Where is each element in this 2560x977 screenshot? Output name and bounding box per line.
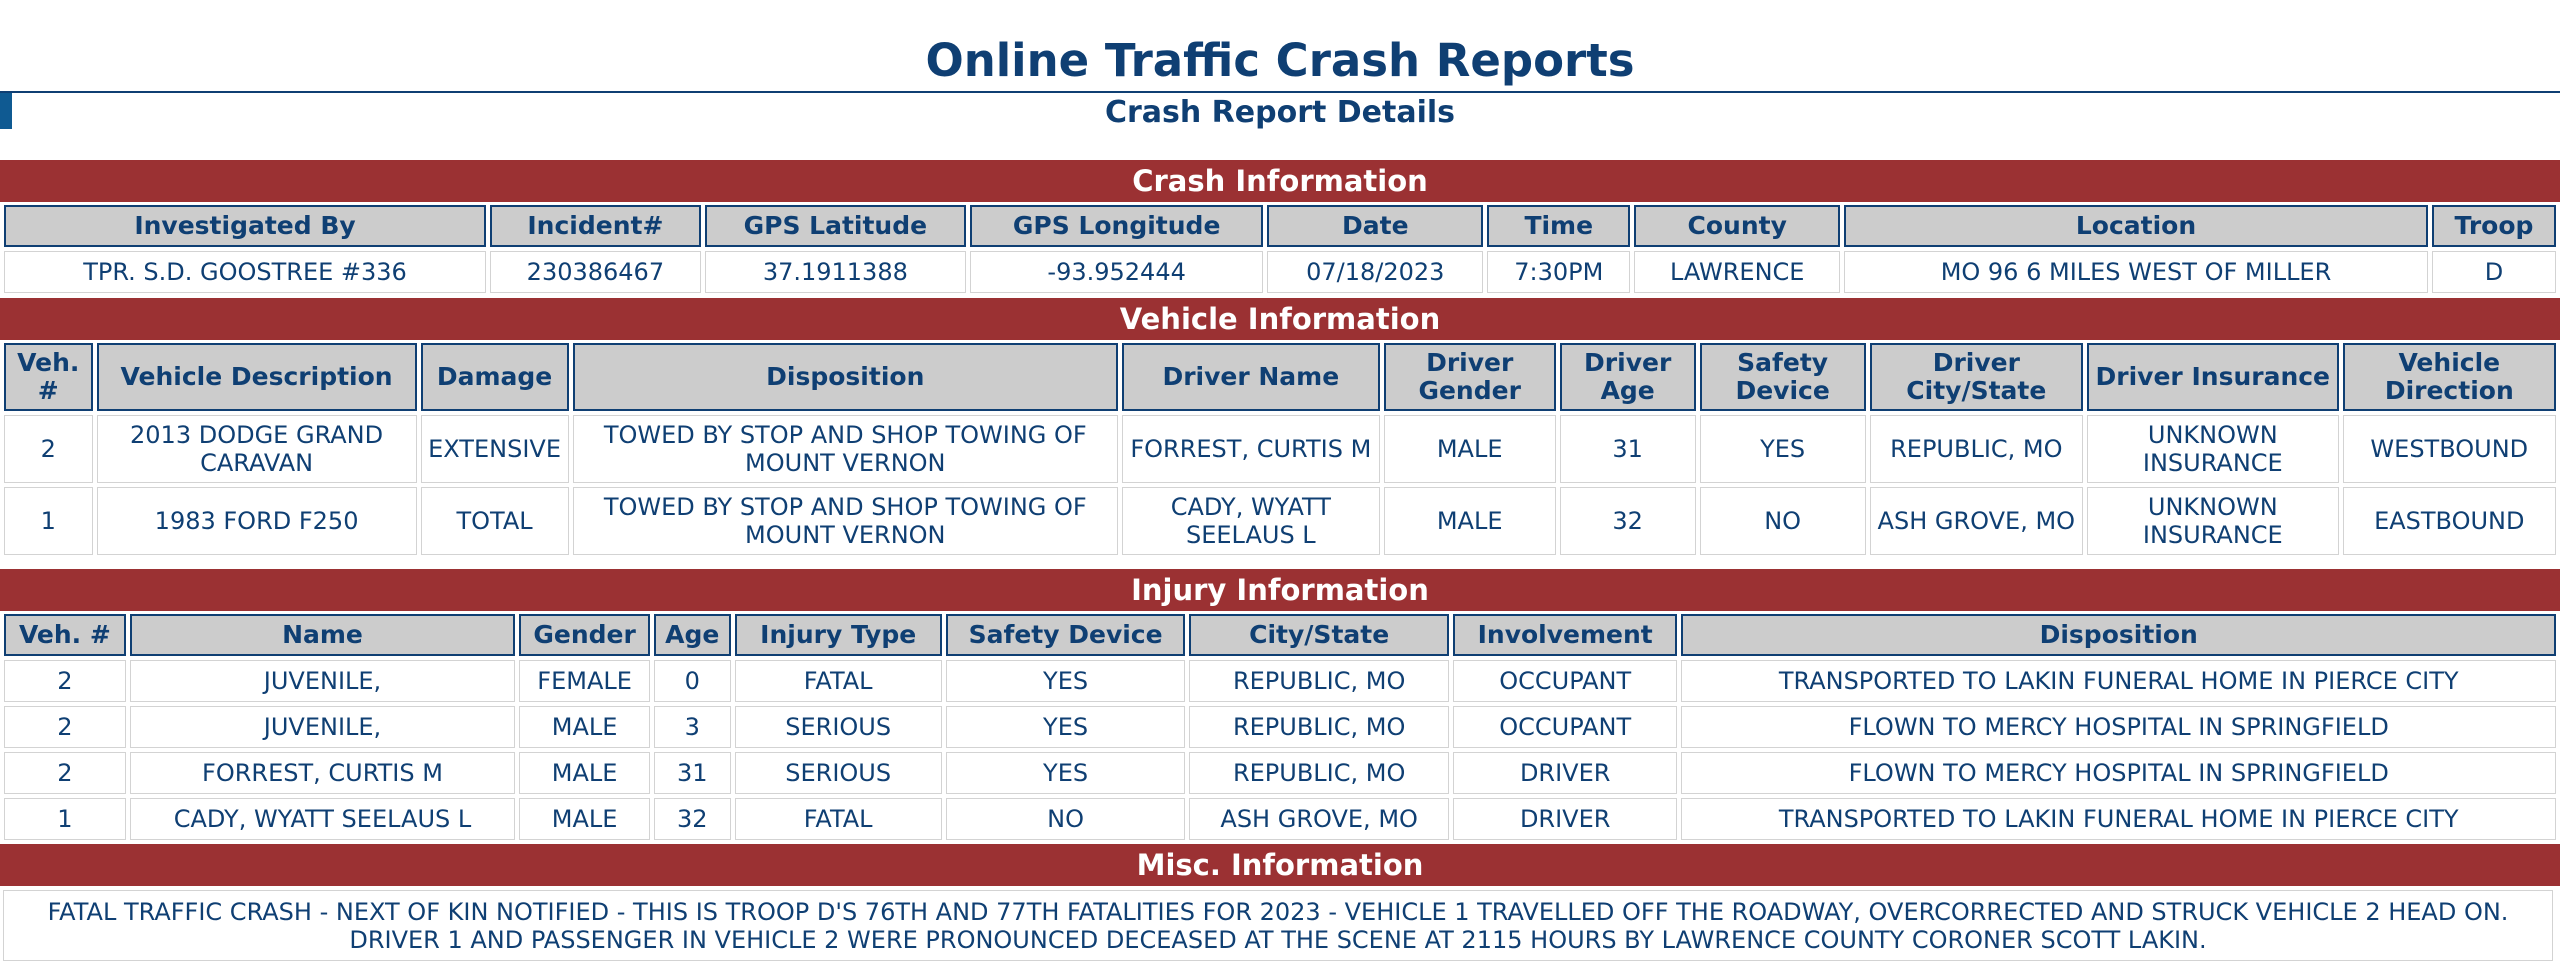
table-cell: REPUBLIC, MO — [1189, 660, 1449, 702]
table-cell: SERIOUS — [735, 752, 942, 794]
table-cell: FLOWN TO MERCY HOSPITAL IN SPRINGFIELD — [1681, 752, 2556, 794]
table-cell: EXTENSIVE — [421, 415, 569, 483]
table-cell: NO — [946, 798, 1186, 840]
table-cell: JUVENILE, — [130, 706, 515, 748]
table-cell: JUVENILE, — [130, 660, 515, 702]
table-cell: 31 — [654, 752, 730, 794]
table-cell: FLOWN TO MERCY HOSPITAL IN SPRINGFIELD — [1681, 706, 2556, 748]
table-cell: MALE — [519, 752, 650, 794]
table-cell: 1 — [4, 487, 93, 555]
misc-section-header: Misc. Information — [0, 844, 2560, 886]
table-cell: FATAL — [735, 798, 942, 840]
column-header: Date — [1267, 205, 1483, 247]
table-cell: MALE — [519, 798, 650, 840]
table-cell: 2 — [4, 752, 126, 794]
table-cell: 1983 FORD F250 — [97, 487, 417, 555]
table-cell: 1 — [4, 798, 126, 840]
table-cell: REPUBLIC, MO — [1189, 752, 1449, 794]
injury-row — [4, 752, 2556, 794]
table-cell: 2013 DODGE GRAND CARAVAN — [97, 415, 417, 483]
column-header: Damage — [421, 343, 569, 411]
table-cell: LAWRENCE — [1634, 251, 1840, 293]
table-cell: WESTBOUND — [2343, 415, 2556, 483]
table-cell: 0 — [654, 660, 730, 702]
table-cell: 32 — [1560, 487, 1696, 555]
table-cell: EASTBOUND — [2343, 487, 2556, 555]
table-cell: -93.952444 — [970, 251, 1263, 293]
injury-section-header: Injury Information — [0, 569, 2560, 611]
misc-narrative: FATAL TRAFFIC CRASH - NEXT OF KIN NOTIFIED - THIS IS TROOP D'S 76TH AND 77TH FATALITIES FOR 2023 - VEHICLE 1 TRAVELLED OFF THE ROADWAY, OVERCORRECTED AND STRUCK VEHICLE 2 HEAD ON. DRIVER 1 AND PASSENGER IN VEHICLE 2 WERE PRONOUNCED DECEASED AT THE SCENE AT 2115 HOURS BY LAWRENCE COUNTY CORONER SCOTT LAKIN. — [3, 890, 2553, 961]
table-cell: CADY, WYATT SEELAUS L — [130, 798, 515, 840]
column-header: Injury Type — [735, 614, 942, 656]
injury-row — [4, 706, 2556, 748]
column-header: Name — [130, 614, 515, 656]
table-cell: MALE — [519, 706, 650, 748]
table-cell: UNKNOWN INSURANCE — [2087, 415, 2339, 483]
table-cell: YES — [946, 660, 1186, 702]
table-cell: UNKNOWN INSURANCE — [2087, 487, 2339, 555]
column-header: GPS Latitude — [705, 205, 966, 247]
column-header: City/State — [1189, 614, 1449, 656]
table-cell: TRANSPORTED TO LAKIN FUNERAL HOME IN PIERCE CITY — [1681, 660, 2556, 702]
vehicle-row — [4, 487, 2556, 555]
table-cell: FORREST, CURTIS M — [130, 752, 515, 794]
column-header: Veh. # — [4, 614, 126, 656]
injury-row — [4, 660, 2556, 702]
vehicle-table — [0, 339, 2560, 559]
table-cell: ASH GROVE, MO — [1189, 798, 1449, 840]
table-cell: 37.1911388 — [705, 251, 966, 293]
table-cell: 2 — [4, 660, 126, 702]
table-cell: 7:30PM — [1487, 251, 1630, 293]
vehicle-row — [4, 415, 2556, 483]
title-divider — [0, 91, 2560, 93]
column-header: Safety Device — [1700, 343, 1866, 411]
column-header: Driver Insurance — [2087, 343, 2339, 411]
table-cell: FATAL — [735, 660, 942, 702]
table-cell: 2 — [4, 415, 93, 483]
column-header: Driver Age — [1560, 343, 1696, 411]
page-subtitle: Crash Report Details — [1104, 95, 1456, 130]
table-cell: TOWED BY STOP AND SHOP TOWING OF MOUNT VERNON — [573, 415, 1118, 483]
injury-table — [0, 610, 2560, 844]
injury-header-row — [4, 614, 2556, 656]
column-header: Veh. # — [4, 343, 93, 411]
table-cell: 3 — [654, 706, 730, 748]
vehicle-header-row — [4, 343, 2556, 411]
column-header: Investigated By — [4, 205, 486, 247]
table-cell: 2 — [4, 706, 126, 748]
column-header: Time — [1487, 205, 1630, 247]
column-header: Disposition — [573, 343, 1118, 411]
table-cell: TOTAL — [421, 487, 569, 555]
column-header: Vehicle Direction — [2343, 343, 2556, 411]
table-cell: YES — [946, 706, 1186, 748]
table-cell: OCCUPANT — [1453, 660, 1677, 702]
column-header: Driver Gender — [1384, 343, 1556, 411]
table-cell: DRIVER — [1453, 798, 1677, 840]
column-header: Age — [654, 614, 730, 656]
column-header: Gender — [519, 614, 650, 656]
table-cell: ASH GROVE, MO — [1870, 487, 2083, 555]
column-header: Driver City/State — [1870, 343, 2083, 411]
table-cell: OCCUPANT — [1453, 706, 1677, 748]
table-cell: YES — [946, 752, 1186, 794]
column-header: Safety Device — [946, 614, 1186, 656]
column-header: Driver Name — [1122, 343, 1380, 411]
crash-header-row — [4, 205, 2556, 247]
vehicle-section-header: Vehicle Information — [0, 298, 2560, 340]
column-header: Disposition — [1681, 614, 2556, 656]
column-header: Incident# — [490, 205, 701, 247]
table-cell: TRANSPORTED TO LAKIN FUNERAL HOME IN PIERCE CITY — [1681, 798, 2556, 840]
crash-section-header: Crash Information — [0, 160, 2560, 202]
column-header: Vehicle Description — [97, 343, 417, 411]
table-cell: TOWED BY STOP AND SHOP TOWING OF MOUNT VERNON — [573, 487, 1118, 555]
column-header: GPS Longitude — [970, 205, 1263, 247]
table-cell: SERIOUS — [735, 706, 942, 748]
column-header: Involvement — [1453, 614, 1677, 656]
table-cell: TPR. S.D. GOOSTREE #336 — [4, 251, 486, 293]
page-title: Online Traffic Crash Reports — [925, 34, 1635, 87]
column-header: Troop — [2432, 205, 2556, 247]
table-cell: 32 — [654, 798, 730, 840]
column-header: County — [1634, 205, 1840, 247]
table-cell: REPUBLIC, MO — [1189, 706, 1449, 748]
table-cell: YES — [1700, 415, 1866, 483]
table-cell: MO 96 6 MILES WEST OF MILLER — [1844, 251, 2428, 293]
table-cell: D — [2432, 251, 2556, 293]
column-header: Location — [1844, 205, 2428, 247]
table-cell: 07/18/2023 — [1267, 251, 1483, 293]
injury-row — [4, 798, 2556, 840]
table-cell: REPUBLIC, MO — [1870, 415, 2083, 483]
crash-table — [0, 201, 2560, 297]
table-cell: MALE — [1384, 415, 1556, 483]
table-cell: CADY, WYATT SEELAUS L — [1122, 487, 1380, 555]
table-cell: 31 — [1560, 415, 1696, 483]
crash-row — [4, 251, 2556, 293]
table-cell: NO — [1700, 487, 1866, 555]
table-cell: 230386467 — [490, 251, 701, 293]
table-cell: FEMALE — [519, 660, 650, 702]
table-cell: FORREST, CURTIS M — [1122, 415, 1380, 483]
table-cell: DRIVER — [1453, 752, 1677, 794]
table-cell: MALE — [1384, 487, 1556, 555]
